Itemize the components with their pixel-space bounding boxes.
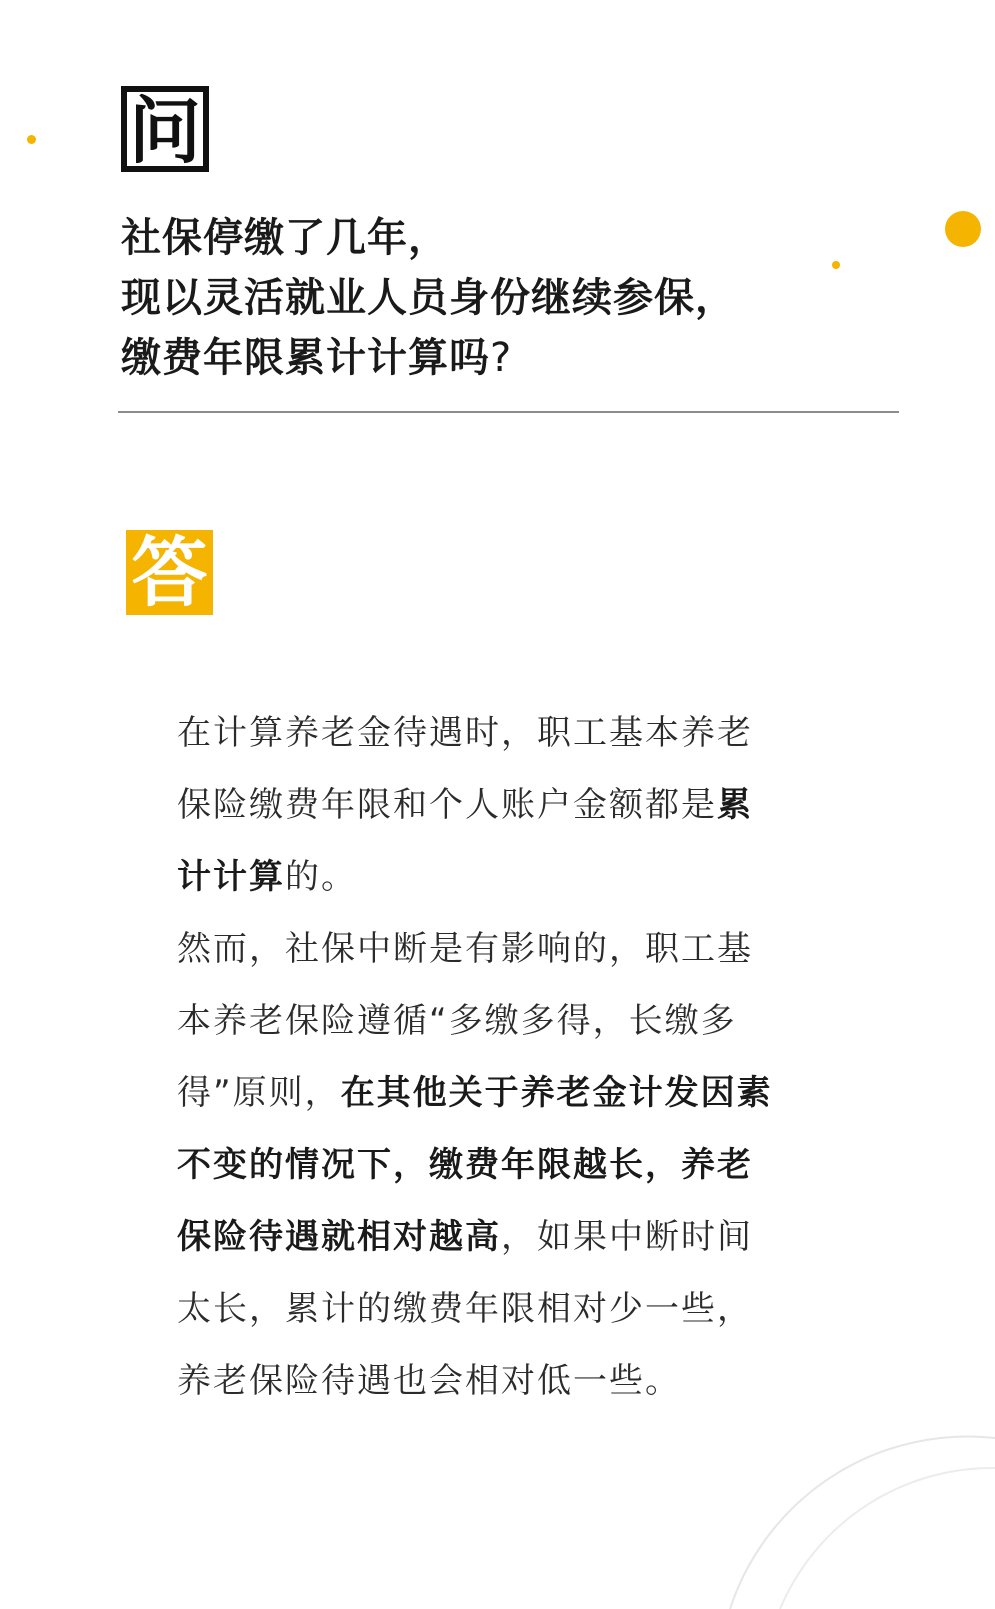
question-line-1: 社保停缴了几年， (121, 215, 449, 261)
question-line-3 (121, 328, 921, 388)
question-title (121, 208, 921, 388)
answer-p2-text: 然而，社保中断是有影响的，职工基本养老保险遵循“多缴多得，长缴多得”原则， (177, 929, 753, 1113)
answer-paragraph-2 (177, 913, 777, 1417)
question-badge-text: 问 (128, 89, 201, 173)
question-badge (121, 86, 209, 172)
answer-badge: 答 (126, 530, 213, 615)
answer-p1-bold: 累计计算 (177, 785, 753, 897)
answer-p1-text: 在计算养老金待遇时，职工基本养老保险缴费年限和个人账户金额都是 (177, 713, 753, 825)
decorative-dot (945, 211, 981, 247)
decorative-dot (27, 135, 36, 144)
question-line-2: 现以灵活就业人员身份继续参保， (121, 275, 736, 321)
answer-p2-end: ，如果中断时间太长，累计的缴费年限相对少一些，养老保险待遇也会相对低一些。 (177, 1217, 753, 1401)
question-mark: ? (490, 335, 513, 381)
decorative-arcs (700, 1420, 995, 1609)
divider (118, 411, 899, 413)
answer-p2-bold: 在其他关于养老金计发因素不变的情况下，缴费年限越长，养老保险待遇就相对越高 (177, 1073, 773, 1257)
answer-body (177, 697, 777, 1417)
answer-paragraph-1 (177, 697, 777, 913)
question-line-3-text: 缴费年限累计计算吗 (121, 335, 490, 381)
answer-p1-end: 的。 (285, 857, 357, 897)
